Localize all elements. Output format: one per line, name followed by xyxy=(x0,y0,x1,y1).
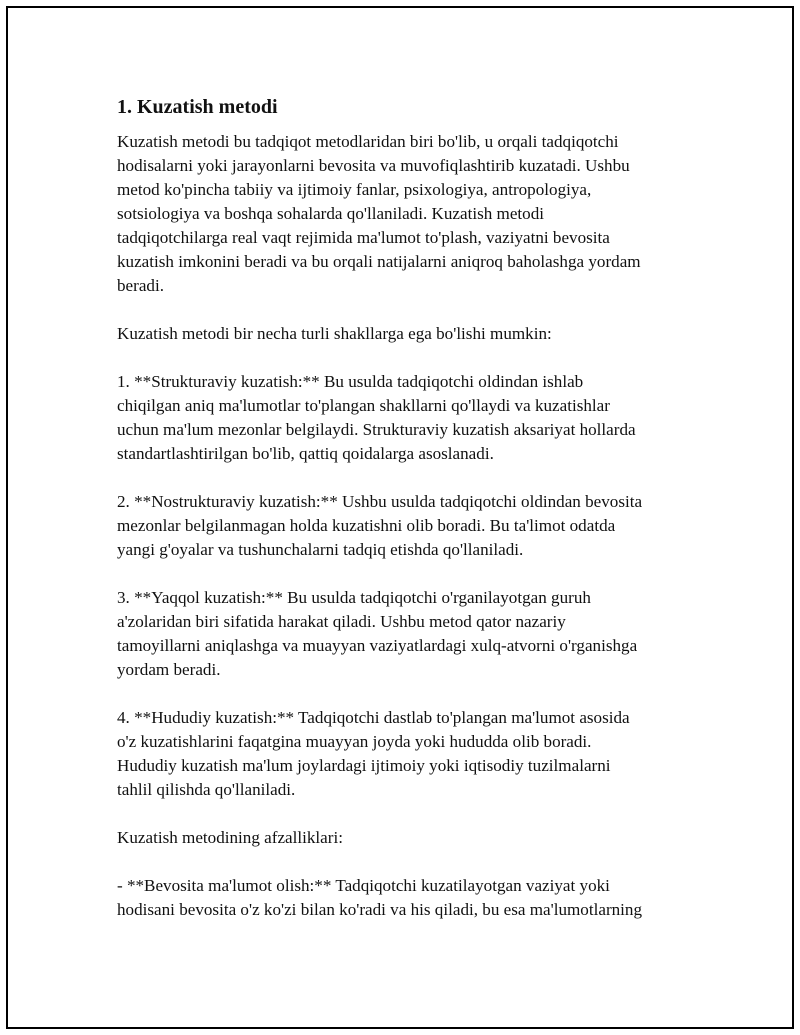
text-line: hodisani bevosita o'z ko'zi bilan ko'radi va his qiladi, bu esa ma'lumotlarning xyxy=(117,900,643,919)
document-body xyxy=(117,94,697,922)
text-line: Hududiy kuzatish ma'lum joylardagi ijtimoiy yoki iqtisodiy tuzilmalarni xyxy=(117,756,611,775)
text-line: Kuzatish metodining afzalliklari: xyxy=(117,828,343,847)
text-line: hodisalarni yoki jarayonlarni bevosita va muvofiqlashtirib kuzatadi. Ushbu xyxy=(117,156,630,175)
paragraph-gap xyxy=(117,562,697,586)
paragraph-forms-intro xyxy=(117,322,697,346)
text-line: standartlashtirilgan bo'lib, qattiq qoidalarga asoslanadi. xyxy=(117,444,494,463)
text-line: 2. **Nostrukturaviy kuzatish:** Ushbu usulda tadqiqotchi oldindan bevosita xyxy=(117,492,643,511)
paragraph-gap xyxy=(117,298,697,322)
section-heading: 1. Kuzatish metodi xyxy=(117,96,278,118)
text-line: yordam beradi. xyxy=(117,660,221,679)
text-line: metod ko'pincha tabiiy va ijtimoiy fanlar, psixologiya, antropologiya, xyxy=(117,180,592,199)
text-line: tamoyillarni aniqlashga va muayyan vaziyatlardagi xulq-atvorni o'rganishga xyxy=(117,636,638,655)
paragraph-advantages-intro xyxy=(117,826,697,850)
paragraph-item-1 xyxy=(117,370,697,466)
text-line: beradi. xyxy=(117,276,164,295)
text-line: uchun ma'lum mezonlar belgilaydi. Strukturaviy kuzatish aksariyat hollarda xyxy=(117,420,636,439)
paragraph-gap xyxy=(117,466,697,490)
paragraph-item-4 xyxy=(117,706,697,802)
paragraph-intro xyxy=(117,130,697,298)
paragraph-advantage-1 xyxy=(117,874,697,922)
text-line: 4. **Hududiy kuzatish:** Tadqiqotchi dastlab to'plangan ma'lumot asosida xyxy=(117,708,630,727)
paragraph-gap xyxy=(117,802,697,826)
paragraph-item-3 xyxy=(117,586,697,682)
text-line: mezonlar belgilanmagan holda kuzatishni olib boradi. Bu ta'limot odatda xyxy=(117,516,616,535)
text-line: - **Bevosita ma'lumot olish:** Tadqiqotchi kuzatilayotgan vaziyat yoki xyxy=(117,876,610,895)
text-line: 1. **Strukturaviy kuzatish:** Bu usulda tadqiqotchi oldindan ishlab xyxy=(117,372,584,391)
text-line: tahlil qilishda qo'llaniladi. xyxy=(117,780,296,799)
text-line: Kuzatish metodi bir necha turli shakllarga ega bo'lishi mumkin: xyxy=(117,324,552,343)
paragraph-gap xyxy=(117,346,697,370)
text-line: yangi g'oyalar va tushunchalarni tadqiq etishda qo'llaniladi. xyxy=(117,540,524,559)
text-line: tadqiqotchilarga real vaqt rejimida ma'lumot to'plash, vaziyatni bevosita xyxy=(117,228,610,247)
text-line: 3. **Yaqqol kuzatish:** Bu usulda tadqiqotchi o'rganilayotgan guruh xyxy=(117,588,591,607)
paragraph-item-2 xyxy=(117,490,697,562)
paragraph-gap xyxy=(117,682,697,706)
text-line: chiqilgan aniq ma'lumotlar to'plangan shakllarni qo'llaydi va kuzatishlar xyxy=(117,396,610,415)
text-line: sotsiologiya va boshqa sohalarda qo'llaniladi. Kuzatish metodi xyxy=(117,204,545,223)
text-line: Kuzatish metodi bu tadqiqot metodlaridan biri bo'lib, u orqali tadqiqotchi xyxy=(117,132,619,151)
text-line: o'z kuzatishlarini faqatgina muayyan joyda yoki hududda olib boradi. xyxy=(117,732,592,751)
text-line: a'zolaridan biri sifatida harakat qiladi. Ushbu metod qator nazariy xyxy=(117,612,566,631)
text-line: kuzatish imkonini beradi va bu orqali natijalarni aniqroq baholashga yordam xyxy=(117,252,641,271)
paragraph-gap xyxy=(117,850,697,874)
